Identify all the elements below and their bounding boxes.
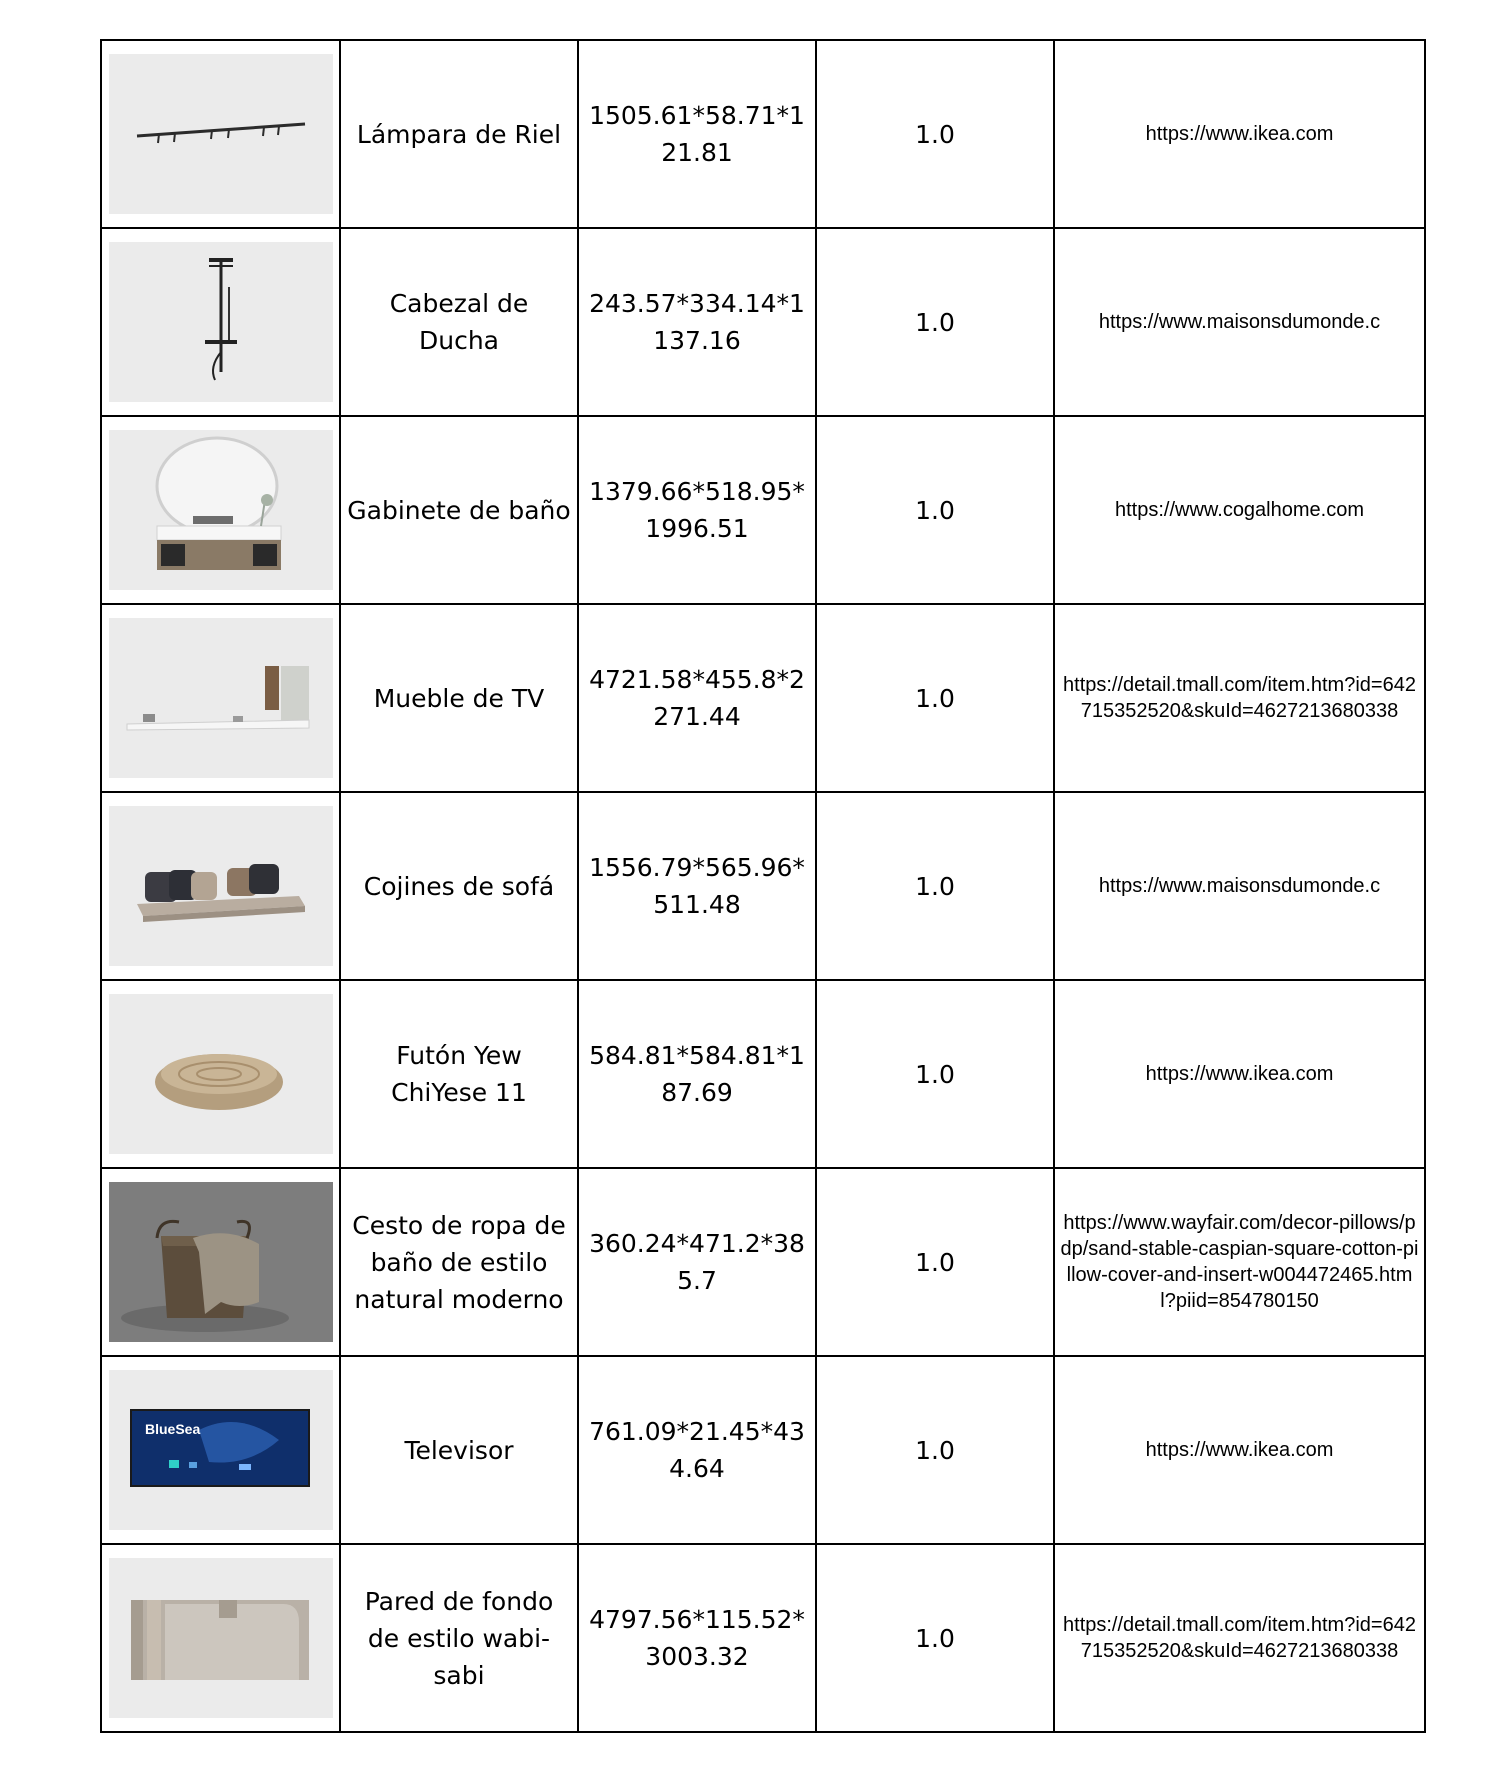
table-row	[101, 228, 1425, 416]
product-quantity: 1.0	[915, 119, 955, 149]
product-link[interactable]: https://www.ikea.com	[1145, 123, 1334, 145]
product-dimensions: 1505.61*58.71*121.81	[589, 101, 805, 167]
image-cell	[101, 1168, 340, 1356]
sofa-cushions-image	[109, 806, 333, 966]
product-dimensions: 4721.58*455.8*2271.44	[589, 665, 805, 731]
product-link[interactable]: https://www.maisonsdumonde.c	[1098, 875, 1381, 897]
product-link[interactable]: https://detail.tmall.com/item.htm?id=642715352520&skuId=4627213680338	[1063, 674, 1416, 722]
image-cell	[101, 40, 340, 228]
track-lamp-image	[109, 54, 333, 214]
product-link[interactable]: https://detail.tmall.com/item.htm?id=642715352520&skuId=4627213680338	[1063, 1614, 1416, 1662]
product-link[interactable]: https://www.maisonsdumonde.c	[1098, 311, 1381, 333]
product-link[interactable]: https://www.cogalhome.com	[1115, 499, 1364, 521]
shower-head-image	[109, 242, 333, 402]
image-cell	[101, 980, 340, 1168]
product-dimensions: 1379.66*518.95*1996.51	[589, 477, 805, 543]
table-row	[101, 1168, 1425, 1356]
product-link[interactable]: https://www.ikea.com	[1145, 1063, 1334, 1085]
product-name: Futón Yew ChiYese 11	[391, 1041, 527, 1107]
tv-cabinet-image	[109, 618, 333, 778]
product-dimensions: 761.09*21.45*434.64	[589, 1417, 805, 1483]
product-link[interactable]: https://www.wayfair.com/decor-pillows/pdp/sand-stable-caspian-square-cotton-pillow-cover-and-insert-w004472465.html?piid=854780150	[1060, 1212, 1419, 1312]
image-cell	[101, 604, 340, 792]
product-name: Cesto de ropa de baño de estilo natural moderno	[352, 1210, 566, 1314]
image-cell	[101, 1544, 340, 1732]
product-quantity: 1.0	[915, 495, 955, 525]
television-image	[109, 1370, 333, 1530]
wabi-sabi-wall-image	[109, 1558, 333, 1718]
table-row	[101, 40, 1425, 228]
futon-image	[109, 994, 333, 1154]
product-table	[100, 39, 1426, 1733]
table-row	[101, 416, 1425, 604]
product-name: Lámpara de Riel	[356, 119, 562, 149]
product-dimensions: 360.24*471.2*385.7	[589, 1229, 805, 1295]
product-quantity: 1.0	[915, 683, 955, 713]
image-cell	[101, 416, 340, 604]
product-name: Cabezal de Ducha	[389, 289, 529, 355]
product-name: Gabinete de baño	[347, 495, 571, 525]
tv-screen-text: BlueSea	[144, 1421, 200, 1437]
table-row	[101, 1356, 1425, 1544]
table-row	[101, 1544, 1425, 1732]
product-name: Televisor	[404, 1435, 514, 1465]
product-dimensions: 243.57*334.14*1137.16	[589, 289, 805, 355]
product-dimensions: 4797.56*115.52*3003.32	[589, 1605, 805, 1671]
product-dimensions: 1556.79*565.96*511.48	[589, 853, 805, 919]
table-row	[101, 604, 1425, 792]
image-cell	[101, 792, 340, 980]
bathroom-cabinet-image	[109, 430, 333, 590]
image-cell	[101, 1356, 340, 1544]
product-quantity: 1.0	[915, 1059, 955, 1089]
table-row	[101, 980, 1425, 1168]
product-quantity: 1.0	[915, 1435, 955, 1465]
laundry-basket-image	[109, 1182, 333, 1342]
product-quantity: 1.0	[915, 307, 955, 337]
product-name: Pared de fondo de estilo wabi-sabi	[364, 1586, 554, 1690]
product-link[interactable]: https://www.ikea.com	[1145, 1439, 1334, 1461]
product-quantity: 1.0	[915, 1247, 955, 1277]
product-quantity: 1.0	[915, 1623, 955, 1653]
product-name: Cojines de sofá	[363, 871, 555, 901]
product-quantity: 1.0	[915, 871, 955, 901]
product-dimensions: 584.81*584.81*187.69	[589, 1041, 805, 1107]
table-row	[101, 792, 1425, 980]
product-name: Mueble de TV	[373, 683, 545, 713]
image-cell	[101, 228, 340, 416]
